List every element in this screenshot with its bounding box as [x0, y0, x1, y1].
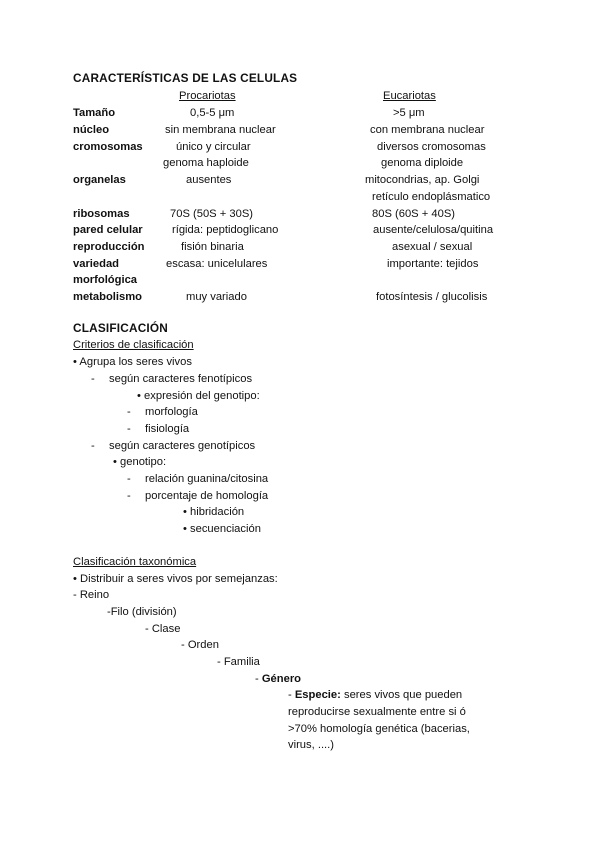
row-label-nucleo: núcleo	[73, 124, 110, 136]
list-item: • hibridación	[183, 506, 245, 518]
cell-pro-metabolismo: muy variado	[186, 291, 247, 303]
taxon-especie	[288, 688, 462, 702]
taxon-clase: - Clase	[145, 623, 181, 635]
cell-euk-metabolismo: fotosíntesis / glucolisis	[376, 291, 488, 303]
taxon-reino: - Reino	[73, 589, 110, 601]
dash-marker: -	[127, 406, 131, 418]
list-item: • Agrupa los seres vivos	[73, 356, 192, 368]
cell-pro-cromosomas: único y circular	[176, 141, 251, 153]
list-item: morfología	[145, 406, 198, 418]
list-item: relación guanina/citosina	[145, 473, 269, 485]
list-item: según caracteres fenotípicos	[109, 373, 253, 385]
row-label-reproduccion: reproducción	[73, 241, 145, 253]
cell-pro-variedad: escasa: unicelulares	[166, 258, 268, 270]
cell-euk-pared-celular: ausente/celulosa/quitina	[373, 224, 494, 236]
column-header-procariotas: Procariotas	[179, 90, 236, 102]
cell-euk-tamano: >5 μm	[393, 107, 425, 119]
row-label-organelas: organelas	[73, 174, 126, 186]
section-title-clasificacion: CLASIFICACIÓN	[73, 321, 169, 335]
dash-marker: -	[127, 490, 131, 502]
cell-pro-reproduccion: fisión binaria	[181, 241, 244, 253]
especie-desc-line: >70% homología genética (bacerias,	[288, 723, 470, 735]
cell-pro-organelas: ausentes	[186, 174, 232, 186]
cell-euk-variedad: importante: tejidos	[387, 258, 479, 270]
cell-pro-tamano: 0,5-5 μm	[190, 107, 235, 119]
row-label-pared-celular: pared celular	[73, 224, 143, 236]
taxon-genero	[255, 672, 301, 686]
cell-euk-cromosomas-2: genoma diploide	[381, 157, 464, 169]
list-item: porcentaje de homología	[145, 490, 269, 502]
row-label-ribosomas: ribosomas	[73, 208, 130, 220]
especie-desc-line: virus, ....)	[288, 739, 334, 751]
row-label-morfologica: morfológica	[73, 274, 138, 286]
taxon-familia: - Familia	[217, 656, 260, 668]
list-item: • secuenciación	[183, 523, 261, 535]
taxon-orden: - Orden	[181, 639, 219, 651]
cell-pro-nucleo: sin membrana nuclear	[165, 124, 276, 136]
dash-marker: -	[91, 440, 95, 452]
dash-marker: -	[288, 689, 295, 701]
especie-desc-line: reproducirse sexualmente entre si ó	[288, 706, 466, 718]
cell-pro-ribosomas: 70S (50S + 30S)	[170, 208, 254, 220]
section-title-caracteristicas: CARACTERÍSTICAS DE LAS CELULAS	[73, 71, 298, 85]
list-item: según caracteres genotípicos	[109, 440, 256, 452]
cell-euk-nucleo: con membrana nuclear	[370, 124, 485, 136]
row-label-variedad: variedad	[73, 258, 120, 270]
list-item: • Distribuir a seres vivos por semejanzas:	[73, 573, 278, 585]
cell-pro-pared-celular: rígida: peptidoglicano	[172, 224, 279, 236]
genero-label: Género	[261, 673, 302, 685]
cell-euk-organelas: mitocondrias, ap. Golgi	[365, 174, 480, 186]
cell-euk-reproduccion: asexual / sexual	[392, 241, 473, 253]
cell-euk-cromosomas: diversos cromosomas	[377, 141, 486, 153]
list-item: fisiología	[145, 423, 190, 435]
dash-marker: -	[255, 673, 262, 685]
especie-label: Especie:	[294, 689, 341, 701]
column-header-eucariotas: Eucariotas	[383, 90, 436, 102]
subtitle-taxonomica: Clasificación taxonómica	[73, 556, 197, 568]
cell-euk-organelas-2: retículo endoplásmatico	[372, 191, 491, 203]
row-label-tamano: Tamaño	[73, 107, 116, 119]
row-label-cromosomas: cromosomas	[73, 141, 143, 153]
taxon-filo: -Filo (división)	[107, 606, 177, 618]
dash-marker: -	[127, 423, 131, 435]
dash-marker: -	[91, 373, 95, 385]
list-item: • expresión del genotipo:	[137, 390, 260, 402]
cell-euk-ribosomas: 80S (60S + 40S)	[372, 208, 456, 220]
row-label-metabolismo: metabolismo	[73, 291, 143, 303]
dash-marker: -	[127, 473, 131, 485]
list-item: • genotipo:	[113, 456, 167, 468]
cell-pro-cromosomas-2: genoma haploide	[163, 157, 249, 169]
subtitle-criterios: Criterios de clasificación	[73, 339, 194, 351]
especie-desc: seres vivos que pueden	[340, 689, 463, 701]
